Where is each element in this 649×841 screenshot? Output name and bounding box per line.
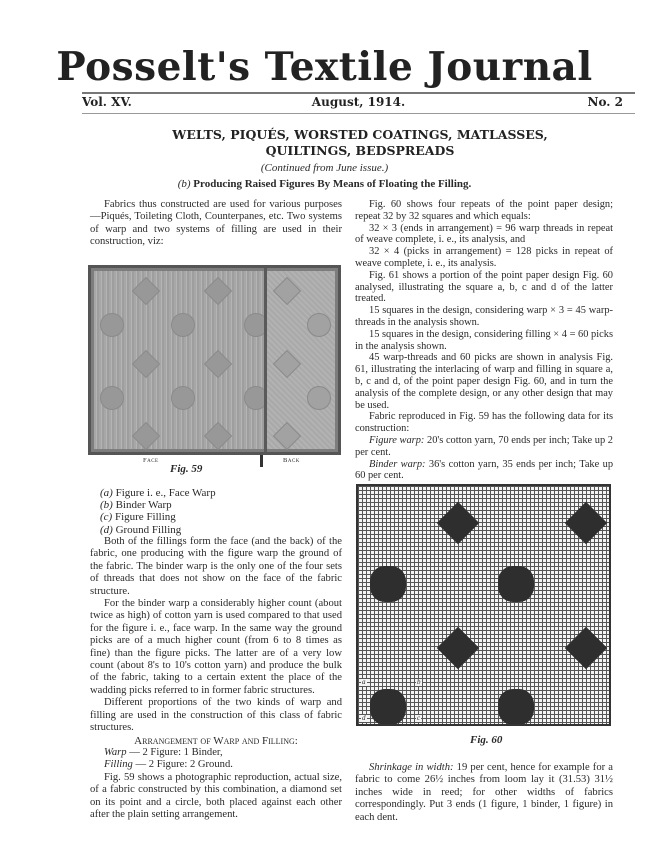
subhead-label: (b) <box>177 178 191 190</box>
paragraph: For the binder warp a considerably higher count (about twice as high) of cotton yarn is used compared to that used for the figure i. e., face warp. In the same way the ground picks are of a much higher count (from 6 to 8 times as fine) than the figure picks. The latter are of a very low count (about 8's to 10's cotton yarn) and produce the bulk of the fabric, taking to a certain extent the place of the wadding picks referred to in former fabric structures. <box>90 598 342 696</box>
filling-text: — 2 Figure: 2 Ground. <box>135 759 233 771</box>
binder-warp-data <box>355 459 613 483</box>
fabric-back <box>267 271 335 449</box>
continued-note: (Continued from June issue.) <box>260 162 389 174</box>
list-item <box>100 487 342 499</box>
circle-motif <box>307 386 331 410</box>
square-label-d: d <box>362 714 366 722</box>
right-column-shrinkage <box>355 762 613 824</box>
square-label-a: a <box>362 678 366 686</box>
paragraph: Fig. 61 shows a portion of the point paper design Fig. 60 analysed, illustrating the square a, b, c and d of the latter treated. <box>355 269 613 305</box>
paragraph: Different proportions of the two kinds of warp and filling are used in the construction of this class of fabric structures. <box>90 697 342 734</box>
issue-line <box>82 94 635 112</box>
fig60-caption: Fig. 60 <box>470 734 503 746</box>
diamond-motif <box>204 277 232 305</box>
figure-warp-data <box>355 435 613 459</box>
paragraph: Fabric reproduced in Fig. 59 has the following data for its construction: <box>355 411 613 435</box>
left-column-intro <box>90 199 342 249</box>
masthead-rule-bottom <box>82 113 635 114</box>
diamond-motif <box>273 277 301 305</box>
shrinkage-text: 19 per cent, hence for example for a fabric to come 26½ inches from loom lay it (31.53) 31½ inches wide in reed; for other widths of fabrics correspondingly. Put 3 ends (1 figure, 1 binder, 1 figure) in each dent. <box>355 762 613 823</box>
fig59-face-label: Face <box>143 457 159 464</box>
paragraph: 15 squares in the design, considering filling × 4 = 60 picks in the analysis shown. <box>355 328 613 352</box>
fig60-point-paper-design <box>356 484 611 726</box>
paragraph: 45 warp-threads and 60 picks are shown in analysis Fig. 61, illustrating the interlacing of warp and filling in square a, b, c and d, of the point paper design Fig. 60, and in turn the analysis of the complete design, or any other design that may be used. <box>355 352 613 411</box>
article-title-line1: WELTS, PIQUÉS, WORSTED COATINGS, MATLASSES, <box>172 127 548 142</box>
thread-systems-list <box>100 487 342 536</box>
figure-warp-label: Figure warp: <box>369 434 425 446</box>
square-label-c: c <box>417 714 421 722</box>
shrinkage-label: Shrinkage in width: <box>369 762 454 773</box>
list-item-label: (b) <box>100 499 113 512</box>
list-item-text: Ground Filling <box>115 523 182 536</box>
list-item-label: (a) <box>100 487 113 499</box>
circle-motif <box>307 313 331 337</box>
subhead-text: Producing Raised Figures By Means of Floating the Filling. <box>193 178 472 190</box>
arrangement-heading: Arrangement of Warp and Filling: <box>134 734 298 747</box>
paragraph: Both of the fillings form the face (and the back) of the fabric, one producing with the figure warp the ground of the fabric. The binder warp is the only one of the four sets of threads that does not show on the face of the fabric structure. <box>90 536 342 597</box>
list-item <box>100 524 342 536</box>
list-item-label: (c) <box>100 511 113 524</box>
circle-motif <box>100 386 124 410</box>
filling-arrangement <box>90 759 342 771</box>
paragraph: 15 squares in the design, considering warp × 3 = 45 warp-threads in the analysis shown. <box>355 305 613 328</box>
paragraph: 32 × 3 (ends in arrangement) = 96 warp threads in repeat of weave complete, i. e., its analysis, and <box>355 222 613 246</box>
article-title <box>150 127 570 159</box>
paragraph: Fig. 59 shows a photographic reproduction, actual size, of a fabric constructed by this combination, a diamond set on its point and a circle, both placed against each other after the plain setting arrangement. <box>90 771 342 820</box>
list-item-text: Figure Filling <box>114 511 176 524</box>
warp-text: — 2 Figure: 1 Binder, <box>129 746 223 758</box>
diamond-motif <box>204 350 232 378</box>
diamond-motif <box>132 277 160 305</box>
circle-motif <box>171 313 195 337</box>
figure-warp-text: 20's cotton yarn, 70 ends per inch; Take up 2 per cent. <box>355 434 613 458</box>
list-item-text: Figure i. e., Face Warp <box>115 487 216 499</box>
issue-number: No. 2 <box>587 95 623 109</box>
circle-block <box>498 689 534 725</box>
fig59-caption: Fig. 59 <box>170 463 203 475</box>
shrinkage-paragraph <box>355 762 613 824</box>
issue-date: August, 1914. <box>311 95 406 109</box>
binder-warp-label: Binder warp: <box>369 458 426 470</box>
warp-arrangement <box>90 747 342 759</box>
circle-motif <box>100 313 124 337</box>
diamond-block <box>437 627 479 669</box>
fabric-face <box>94 271 264 449</box>
list-item-label: (d) <box>100 523 113 536</box>
filling-label: Filling <box>104 759 133 771</box>
paragraph: 32 × 4 (picks in arrangement) = 128 picks in repeat of weave complete, i. e., its analysis. <box>355 246 613 269</box>
journal-masthead: Posselt's Textile Journal <box>56 44 593 90</box>
diamond-motif <box>132 422 160 450</box>
diamond-motif <box>273 422 301 450</box>
diamond-motif <box>132 350 160 378</box>
fig59-back-label: Back <box>283 457 300 464</box>
face-back-marker <box>260 455 263 467</box>
diamond-motif <box>204 422 232 450</box>
diamond-motif <box>273 350 301 378</box>
fig59-fabric-photo <box>88 265 341 455</box>
square-label-b: b <box>417 678 421 686</box>
circle-motif <box>171 386 195 410</box>
volume: Vol. XV. <box>82 95 132 109</box>
list-item <box>100 511 342 523</box>
circle-block <box>370 566 406 602</box>
article-title-line2: QUILTINGS, BEDSPREADS <box>265 143 455 158</box>
left-column-body <box>90 536 342 821</box>
list-item <box>100 499 342 511</box>
right-column-body <box>355 199 613 482</box>
circle-block <box>370 689 406 725</box>
paragraph: Fig. 60 shows four repeats of the point paper design; repeat 32 by 32 squares and which equals: <box>355 199 613 222</box>
diamond-block <box>437 502 479 544</box>
warp-label: Warp <box>104 746 127 758</box>
binder-warp-text: 36's cotton yarn, 35 ends per inch; Take up 60 per cent. <box>355 458 614 482</box>
circle-block <box>498 566 534 602</box>
paragraph: Fabrics thus constructed are used for various purposes—Piqués, Toileting Cloth, Counterpanes, etc. Two systems of warp and two systems of filling are used in their construction, viz: <box>90 199 342 248</box>
diamond-block <box>565 502 607 544</box>
section-subhead <box>0 178 649 190</box>
diamond-block <box>565 627 607 669</box>
list-item-text: Binder Warp <box>115 499 172 512</box>
